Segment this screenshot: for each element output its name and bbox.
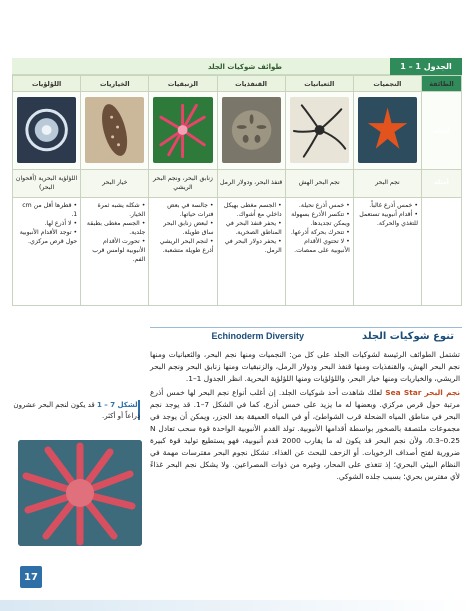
row-label-examples: أمثلة: [422, 170, 462, 198]
bottom-decoration: [0, 600, 474, 611]
section-title-ar: تنوع شوكيات الجلد: [362, 331, 454, 342]
feature-item: • خمس أذرع نحيلة.: [289, 202, 350, 211]
photo-cell: [285, 92, 353, 170]
feature-item: • يحفر دولار البحر في الرمل.: [221, 238, 282, 256]
feature-item: • تتحرك بحركة أذرعها.: [289, 229, 350, 238]
figure-label: الشكل 7 – 1: [96, 401, 140, 409]
examples-cell: اللؤلؤية البحرية (أقحوان البحر): [13, 170, 81, 198]
classes-table: [12, 58, 462, 310]
feature-item: • لبعض زنابق البحر ساق طويلة.: [152, 220, 213, 238]
column-header: الثعبانيات: [285, 76, 353, 92]
page-number: 17: [20, 566, 42, 588]
row-label-class: الطائفة: [422, 76, 462, 92]
table-row: [13, 92, 462, 170]
table-row: [13, 198, 462, 306]
classes-grid: [12, 75, 462, 306]
keyword-ar: نجم البحر: [424, 387, 460, 397]
feature-item: • يحفر قنفذ البحر في المناطق الصخرية.: [221, 220, 282, 238]
features-cell: [353, 198, 421, 306]
examples-cell: نجم البحر الهش: [285, 170, 353, 198]
feature-item: • لنجم البحر الريشي أذرع طويلة متشعبة.: [152, 238, 213, 256]
photo-cell: [13, 92, 81, 170]
feature-item: • الجسم مغطى بهيكل داخلي مع أشواك.: [221, 202, 282, 220]
column-header: الخياريات: [81, 76, 149, 92]
column-header: الزنبقيات: [149, 76, 217, 92]
features-cell: [217, 198, 285, 306]
photo-cell: [353, 92, 421, 170]
feature-item: • جالسة في بعض فترات حياتها.: [152, 202, 213, 220]
feature-item: • شكله يشبه ثمرة الخيار.: [84, 202, 145, 220]
table-number: الجدول 1 – 1: [390, 58, 462, 75]
many-armed-sea-star-photo: [18, 440, 142, 546]
figure-caption-text: قد يكون لنجم البحر عشرون ذراعاً أو أكثر.: [13, 401, 140, 420]
table-header-bar: [12, 58, 462, 75]
table-row: [13, 170, 462, 198]
keyword-en: Sea Star: [385, 387, 422, 397]
sea-daisy-photo: [17, 97, 76, 163]
feature-item: • الجسم مغطى بطبقة جلدية.: [84, 220, 145, 238]
features-cell: [149, 198, 217, 306]
examples-cell: خيار البحر: [81, 170, 149, 198]
paragraph: [150, 387, 460, 483]
photo-cell: [81, 92, 149, 170]
body-text: [150, 349, 460, 485]
row-label-features: صفات مميزة: [422, 198, 462, 306]
feature-item: • تحورت الأقدام الأنبوبية لوامس قرب الفم.: [84, 238, 145, 265]
feature-item: • لا تحتوي الأقدام الأنبوبية على ممصات.: [289, 238, 350, 256]
figure-caption: [12, 400, 140, 421]
section-title-en: Echinoderm Diversity: [211, 331, 304, 341]
column-header: القنفذيات: [217, 76, 285, 92]
feature-item: • قطرها أقل من cm 1.: [16, 202, 77, 220]
brittle-star-photo: [290, 97, 349, 163]
sea-cucumber-photo: [85, 97, 144, 163]
feature-item: • توجد الأقدام الأنبوبية حول قرص مركزي.: [16, 229, 77, 247]
section-divider: [150, 327, 462, 328]
feature-item: • خمس أذرع غالباً.: [357, 202, 418, 211]
table-row: [13, 76, 462, 92]
table-caption: طوائف شوكيات الجلد: [207, 62, 282, 71]
row-label-photo: أمثلة: [422, 92, 462, 170]
feather-star-photo: [153, 97, 212, 163]
sand-dollar-photo: [222, 97, 281, 163]
feature-item: • تتكسر الأذرع بسهولة ويمكن تجديدها.: [289, 211, 350, 229]
column-header: النجميات: [353, 76, 421, 92]
examples-cell: زنابق البحر، ونجم البحر الريشي: [149, 170, 217, 198]
features-cell: [285, 198, 353, 306]
photo-cell: [149, 92, 217, 170]
feature-item: • لا أذرع لها.: [16, 220, 77, 229]
paragraph: تشتمل الطوائف الرئيسة لشوكيات الجلد على كل من: النجميات ومنها نجم البحر، والثعبانيات ومنها نجم البحر الهش، والقنفذيات ومنها قنفذ البحر ودولار الرمل، والزنبقيات ومنها زنابق البحر ونجم البحر الريشي، والخياريات ومنها خيار البحر، واللؤلؤيات ومنها اللؤلؤية البحرية. انظر الجدول 1–1.: [150, 350, 460, 383]
features-cell: [81, 198, 149, 306]
examples-cell: قنفذ البحر، ودولار الرمل: [217, 170, 285, 198]
examples-cell: نجم البحر: [353, 170, 421, 198]
feature-item: • أقدام أنبوبية تستعمل للتغذي والحركة.: [357, 211, 418, 229]
sea-star-photo: [358, 97, 417, 163]
features-cell: [13, 198, 81, 306]
photo-cell: [217, 92, 285, 170]
column-header: اللؤلؤيات: [13, 76, 81, 92]
paragraph-text: لعلك شاهدت أحد شوكيات الجلد. إن أغلب أنواع نجم البحر لها خمس أذرع مرتبة حول قرص مركزي. وبعضها له ما يزيد على خمس أذرع، كما في الشكل 7–1. قد يوجد نجم البحر في مناطق المياه الضحلة قرب الشواطئ، أو في المياه العميقة بعد الجزر، ويمكن أن يوجد في مجموعات ملتصقة بالصخور بواسطة أقدامها الأنبوبية. تولد القدم الأنبوبية الواحدة قوة سحب تعادل N 0.3–0.25، ولأن نجم البحر قد يكون له ما يقارب 2000 قدم أنبوبية، فهو يستطيع توليد قوة كبيرة ضرورية لفتح أصداف الرخويات. أو الزحف للبحث عن الغذاء. تشكل نجوم البحر مفترسات مهمة في النظام البيئي البحري؛ إذ تتغذى على المحار، وغيره من ذوات المصراعين. ولا يشكل نجم البحر غذاءً لأي مفترس بحري؛ بسبب جلده الشوكي.: [150, 387, 461, 481]
